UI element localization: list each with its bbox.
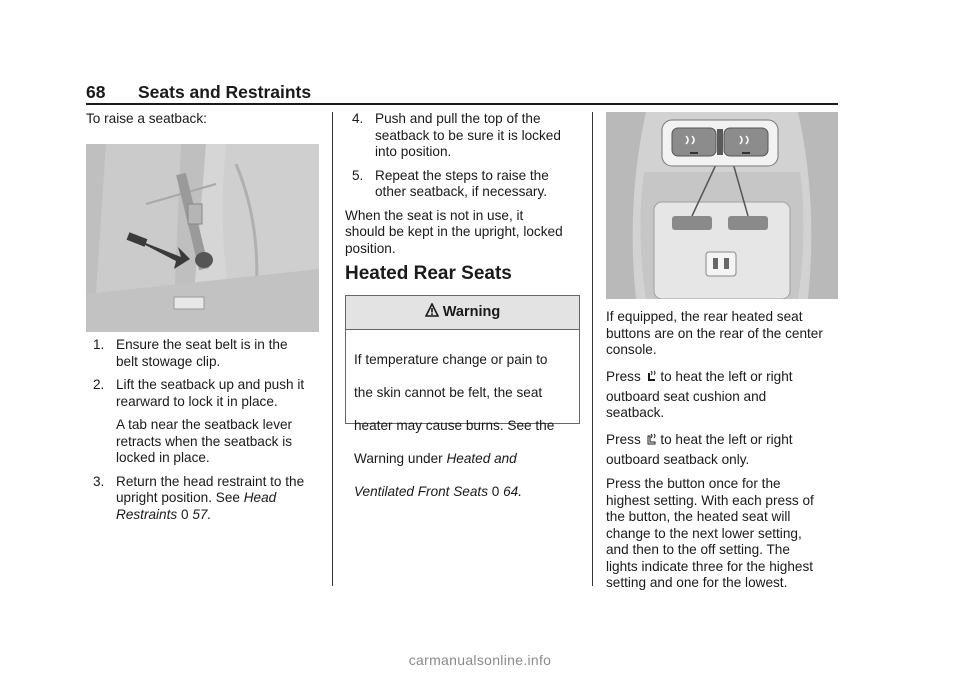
section-title: Seats and Restraints <box>138 82 312 102</box>
warning-triangle-icon <box>425 298 439 331</box>
press-seatback-paragraph <box>606 430 846 469</box>
warning-text <box>346 330 579 501</box>
note-line: retracts when the seatback is <box>116 433 293 449</box>
page-number: 68 <box>86 82 106 102</box>
step-text: upright position. See <box>116 490 240 505</box>
paragraph-line: and then to the off setting. The <box>606 542 790 557</box>
note-line: locked in place. <box>116 450 210 465</box>
heated-seat-cushion-back-icon <box>645 369 657 389</box>
paragraph-line: If equipped, the rear heated seat <box>606 309 803 324</box>
paragraph-line: outboard seat cushion and <box>606 388 767 404</box>
paragraph-line: highest setting. With each press of <box>606 492 814 508</box>
step-4 <box>345 111 585 161</box>
settings-paragraph <box>606 476 846 592</box>
equipped-paragraph <box>606 309 846 359</box>
paragraph-line: lights indicate three for the highest <box>606 558 814 574</box>
intro-text: To raise a seatback: <box>86 111 207 126</box>
step-line: Ensure the seat belt is in the <box>116 337 288 352</box>
cross-reference-page[interactable]: 57. <box>192 506 212 522</box>
warning-line <box>354 449 571 469</box>
page-header <box>86 82 311 103</box>
step-line: Lift the seatback up and push it <box>116 377 305 392</box>
step-line: other seatback, if necessary. <box>375 184 548 199</box>
watermark: carmanualsonline.info <box>408 652 552 668</box>
step-line <box>116 507 326 524</box>
step-number: 1. <box>93 337 105 352</box>
paragraph-line <box>606 367 846 389</box>
step-line: rearward to lock it in place. <box>116 393 278 409</box>
rear-console-illustration <box>606 112 838 299</box>
page-ref-arrow-icon: 0 <box>491 483 500 499</box>
paragraph-line: Press the button once for the <box>606 476 781 491</box>
header-rule <box>86 103 838 105</box>
cross-reference-title[interactable]: Restraints <box>116 506 178 522</box>
paragraph-line: the button, the heated seat will <box>606 509 791 524</box>
paragraph-line <box>606 430 846 452</box>
warning-line: If temperature change or pain to <box>354 351 548 367</box>
press-word: Press <box>606 368 641 384</box>
step-1 <box>86 337 326 370</box>
paragraph-line: console. <box>606 342 657 357</box>
storage-paragraph <box>345 208 585 258</box>
step-line: belt stowage clip. <box>116 353 221 369</box>
step-line: Push and pull the top of the <box>375 111 541 126</box>
press-text: to heat the left or right <box>660 431 793 447</box>
step-number: 4. <box>352 111 364 126</box>
seatback-illustration <box>86 144 319 332</box>
column-3 <box>606 309 846 592</box>
step-3 <box>86 474 326 524</box>
column-1-steps <box>86 337 326 523</box>
column-2 <box>345 111 585 257</box>
paragraph-line: setting and one for the lowest. <box>606 575 788 590</box>
warning-text-span: Warning under <box>354 450 443 466</box>
press-text: to heat the left or right <box>660 368 793 384</box>
cross-reference-title[interactable]: Head <box>243 490 277 505</box>
column-1 <box>86 111 326 128</box>
paragraph-line: outboard seatback only. <box>606 451 750 467</box>
column-divider-1 <box>332 112 333 586</box>
step-5 <box>345 168 585 201</box>
warning-line: the skin cannot be felt, the seat <box>354 384 543 400</box>
paragraph-line: change to the next lower setting, <box>606 525 802 541</box>
cross-reference-page[interactable]: 64. <box>503 483 523 499</box>
warning-title: Warning <box>442 304 501 320</box>
paragraph-line: position. <box>345 240 396 256</box>
cross-reference-title[interactable]: Ventilated Front Seats <box>354 483 488 499</box>
warning-line <box>354 482 571 502</box>
warning-box <box>345 295 580 499</box>
cross-reference-title[interactable]: Heated and <box>446 450 517 466</box>
step-number: 2. <box>93 377 105 392</box>
paragraph-line: should be kept in the upright, locked <box>345 224 563 239</box>
note-line: A tab near the seatback lever <box>116 417 293 432</box>
step-line <box>116 490 326 507</box>
heated-seatback-icon <box>645 432 657 452</box>
section-heading: Heated Rear Seats <box>345 263 512 284</box>
step-number: 3. <box>93 473 105 489</box>
step-2-note <box>86 417 326 467</box>
step-2 <box>86 377 326 410</box>
warning-header <box>346 296 579 330</box>
column-divider-2 <box>592 112 593 586</box>
warning-line: heater may cause burns. See the <box>354 417 555 433</box>
step-line: into position. <box>375 144 452 159</box>
step-line: Return the head restraint to the <box>116 473 305 489</box>
press-cushion-paragraph <box>606 367 846 422</box>
page-ref-arrow-icon: 0 <box>180 506 189 522</box>
step-line: seatback to be sure it is locked <box>375 127 561 143</box>
paragraph-line: When the seat is not in use, it <box>345 207 524 223</box>
paragraph-line: seatback. <box>606 405 665 420</box>
paragraph-line: buttons are on the rear of the center <box>606 325 823 341</box>
press-word: Press <box>606 431 641 447</box>
step-line: Repeat the steps to raise the <box>375 167 549 183</box>
step-number: 5. <box>352 167 364 183</box>
